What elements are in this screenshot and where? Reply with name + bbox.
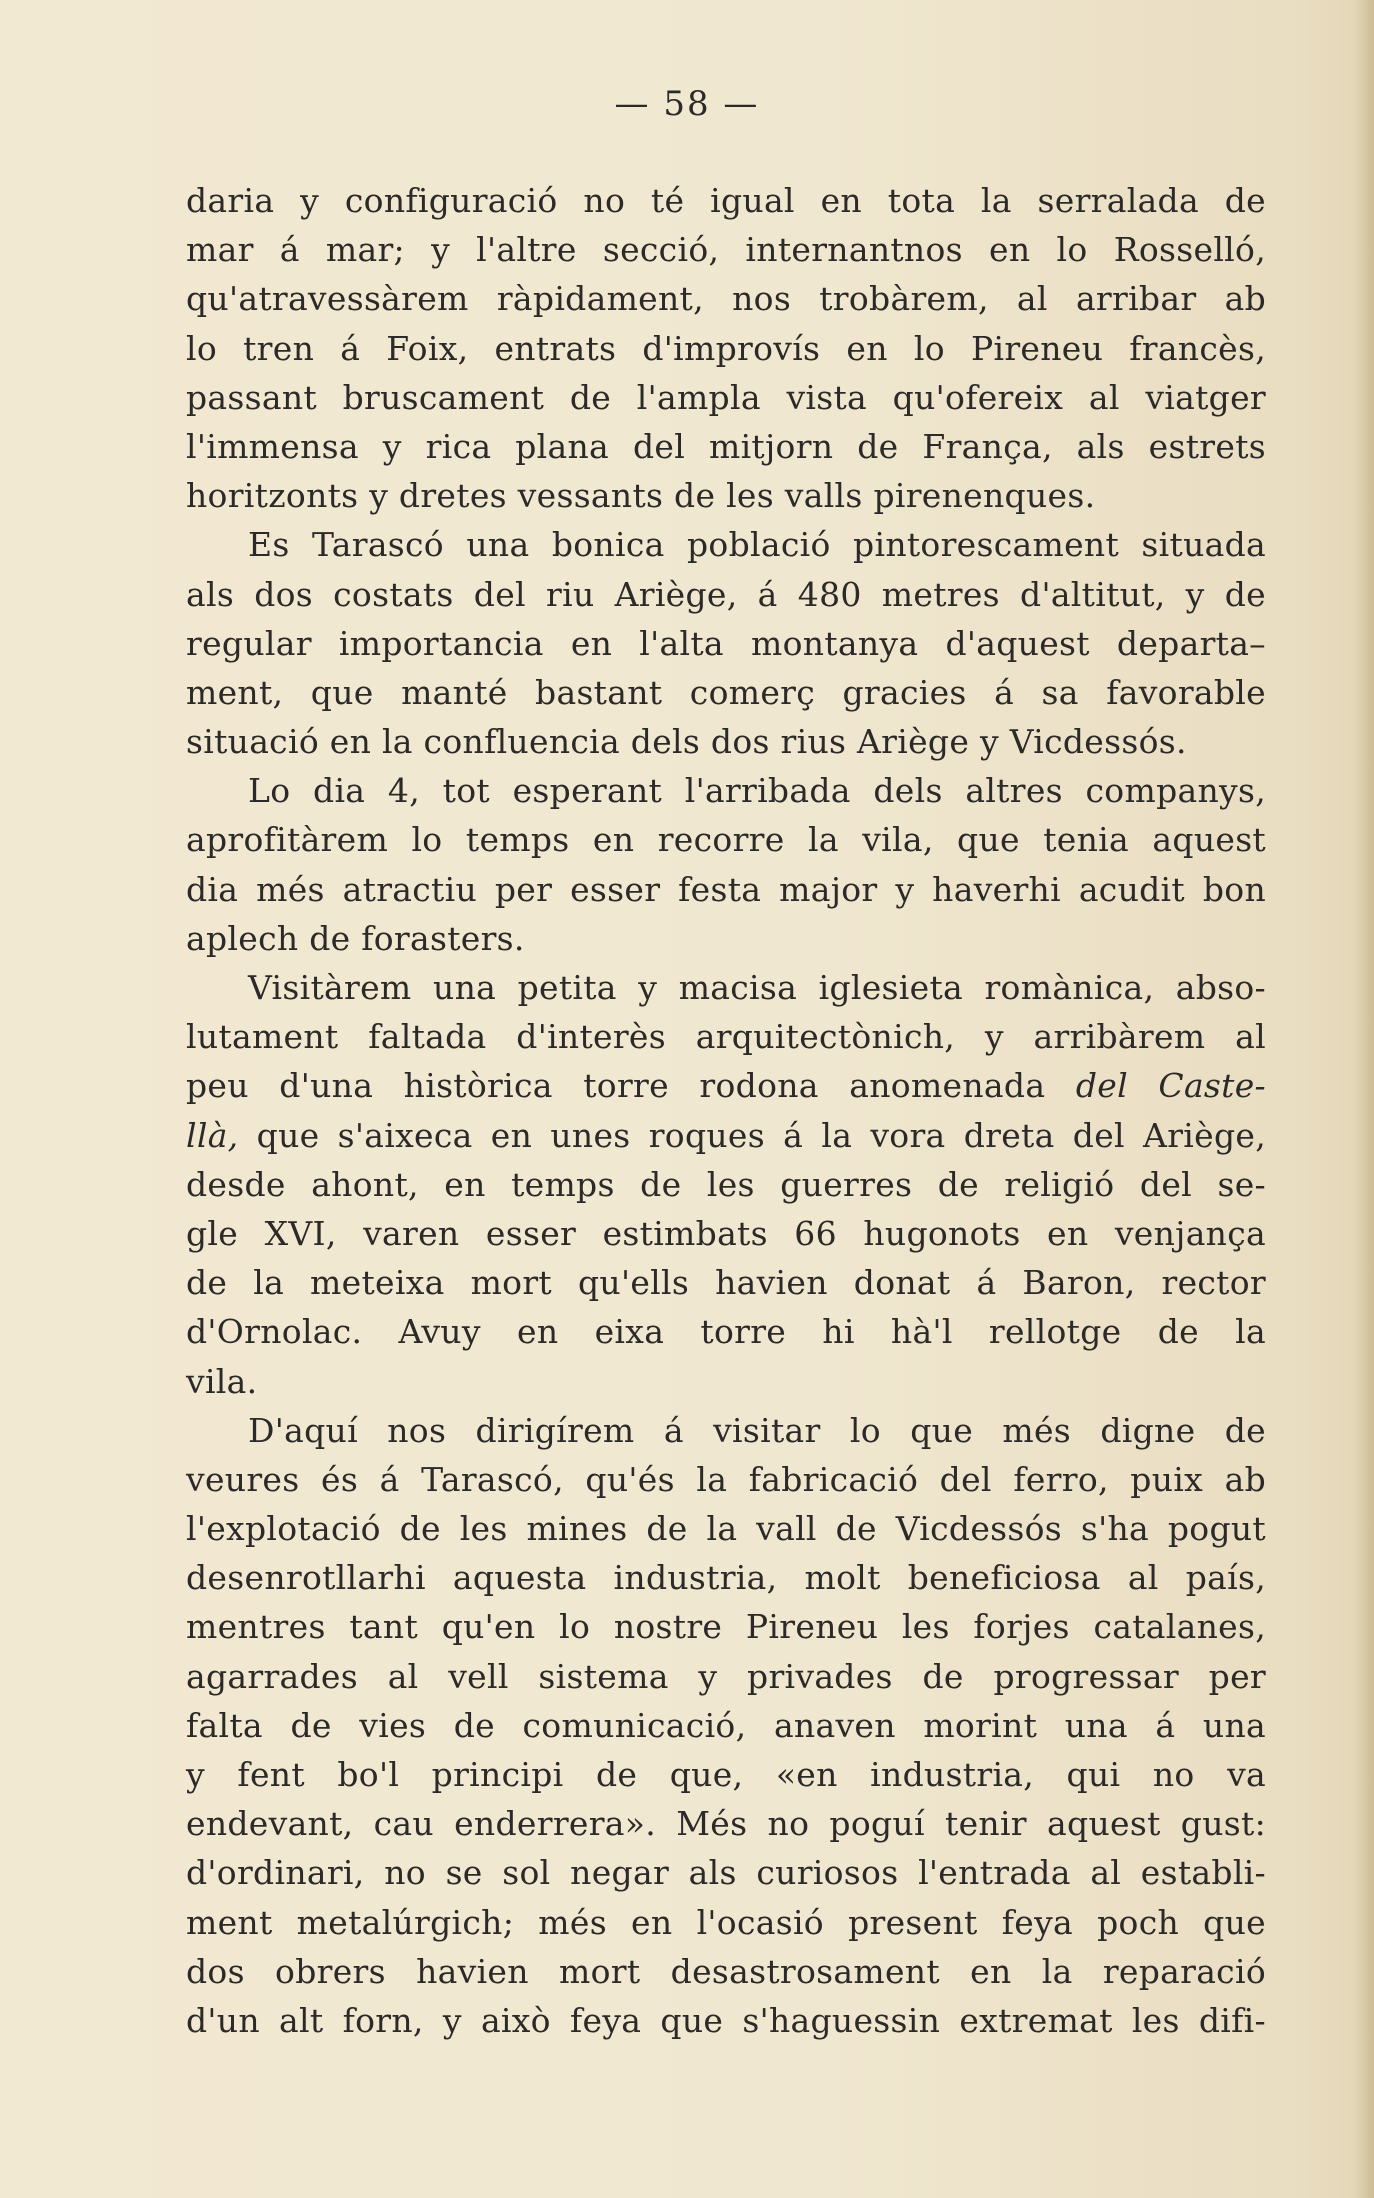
text-line (186, 1357, 1266, 1406)
text-line (186, 766, 1266, 815)
text-segment: desenrotllarhi aquesta industria, molt beneficiosa al país, (186, 1558, 1266, 1598)
text-segment: lutament faltada d'interès arquitectònich, y arribàrem al (186, 1017, 1266, 1057)
text-segment: mar á mar; y l'altre secció, internantnos en lo Rosselló, (186, 230, 1266, 270)
text-segment: gle XVI, varen esser estimbats 66 hugonots en venjança (186, 1213, 1266, 1253)
text-segment: l'immensa y rica plana del mitjorn de França, als estrets (186, 426, 1266, 466)
text-line (186, 324, 1266, 373)
page-number: — 58 — (614, 84, 760, 124)
text-line (186, 1258, 1266, 1307)
text-segment: vila. (186, 1361, 258, 1401)
text-line (186, 914, 1266, 963)
text-line (186, 1111, 1266, 1160)
text-line (186, 1061, 1266, 1110)
text-segment: dia més atractiu per esser festa major y haverhi acudit bon (186, 869, 1266, 909)
text-line (186, 1504, 1266, 1553)
text-line (186, 717, 1266, 766)
text-line (186, 225, 1266, 274)
text-segment: dos obrers havien mort desastrosament en la reparació (186, 1951, 1266, 1991)
text-line (186, 1701, 1266, 1750)
text-segment: agarrades al vell sistema y privades de progressar per (186, 1656, 1266, 1696)
text-line (186, 1160, 1266, 1209)
text-line (186, 274, 1266, 323)
text-segment: situació en la confluencia dels dos rius Ariège y Vicdessós. (186, 722, 1187, 762)
text-segment: aprofitàrem lo temps en recorre la vila, que tenia aquest (186, 820, 1266, 860)
text-line (186, 422, 1266, 471)
text-segment: d'un alt forn, y això feya que s'haguessin extremat les difi- (186, 2000, 1266, 2040)
text-line (186, 1750, 1266, 1799)
text-segment: desde ahont, en temps de les guerres de religió del se- (186, 1164, 1266, 1204)
text-line (186, 520, 1266, 569)
text-segment: regular importancia en l'alta montanya d'aquest departa– (186, 623, 1266, 663)
text-segment: qu'atravessàrem ràpidament, nos trobàrem, al arribar ab (186, 279, 1266, 319)
text-line (186, 668, 1266, 717)
text-line (186, 1406, 1266, 1455)
text-line (186, 1652, 1266, 1701)
text-line (186, 570, 1266, 619)
text-segment: d'Ornolac. Avuy en eixa torre hi hà'l rellotge de la (186, 1312, 1266, 1352)
text-line (186, 471, 1266, 520)
text-segment: als dos costats del riu Ariège, á 480 metres d'altitut, y de (186, 574, 1266, 614)
text-line (186, 1307, 1266, 1356)
text-segment: d'ordinari, no se sol negar als curiosos l'entrada al establi- (186, 1853, 1266, 1893)
text-line (186, 1799, 1266, 1848)
text-segment: ment metalúrgich; més en l'ocasió present feya poch que (186, 1902, 1266, 1942)
text-segment: aplech de forasters. (186, 918, 525, 958)
text-segment: Es Tarascó una bonica població pintorescament situada (248, 525, 1266, 565)
text-segment: veures és á Tarascó, qu'és la fabricació del ferro, puix ab (186, 1459, 1266, 1499)
text-segment: mentres tant qu'en lo nostre Pireneu les forjes catalanes, (186, 1607, 1266, 1647)
text-line (186, 1553, 1266, 1602)
text-segment: de la meteixa mort qu'ells havien donat á Baron, rector (186, 1263, 1266, 1303)
text-line (186, 176, 1266, 225)
text-segment: falta de vies de comunicació, anaven morint una á una (186, 1705, 1266, 1745)
text-line (186, 373, 1266, 422)
text-segment: peu d'una històrica torre rodona anomenada (186, 1066, 1076, 1106)
text-segment: endevant, cau enderrera». Més no poguí tenir aquest gust: (186, 1804, 1266, 1844)
text-segment: D'aquí nos dirigírem á visitar lo que més digne de (248, 1410, 1266, 1450)
text-line (186, 865, 1266, 914)
text-segment: Visitàrem una petita y macisa iglesieta romànica, abso- (248, 968, 1266, 1007)
text-line (186, 1455, 1266, 1504)
text-line (186, 1996, 1266, 2045)
text-segment: horitzonts y dretes vessants de les valls pirenenques. (186, 476, 1096, 516)
text-segment: lo tren á Foix, entrats d'improvís en lo Pireneu francès, (186, 328, 1266, 368)
text-line (186, 1602, 1266, 1651)
text-segment: Lo dia 4, tot esperant l'arribada dels altres companys, (248, 771, 1266, 811)
text-segment: ment, que manté bastant comerç gracies á sa favorable (186, 672, 1266, 712)
text-segment: l'explotació de les mines de la vall de Vicdessós s'ha pogut (186, 1509, 1266, 1549)
text-line (186, 1209, 1266, 1258)
text-segment: que s'aixeca en unes roques á la vora dreta del Ariège, (238, 1115, 1266, 1155)
text-line (186, 1898, 1266, 1947)
text-line (186, 619, 1266, 668)
text-segment: daria y configuració no té igual en tota la serralada de (186, 181, 1266, 220)
italic-text-segment: del Caste- (1075, 1066, 1267, 1106)
text-line (186, 815, 1266, 864)
text-segment: y fent bo'l principi de que, «en industria, qui no va (186, 1755, 1266, 1794)
text-segment: passant bruscament de l'ampla vista qu'ofereix al viatger (186, 377, 1266, 417)
italic-text-segment: llà, (186, 1115, 239, 1155)
text-line (186, 1947, 1266, 1996)
page-edge-shadow (1354, 0, 1374, 2198)
text-line (186, 963, 1266, 1012)
body-text (186, 176, 1266, 2045)
text-line (186, 1012, 1266, 1061)
text-line (186, 1848, 1266, 1897)
